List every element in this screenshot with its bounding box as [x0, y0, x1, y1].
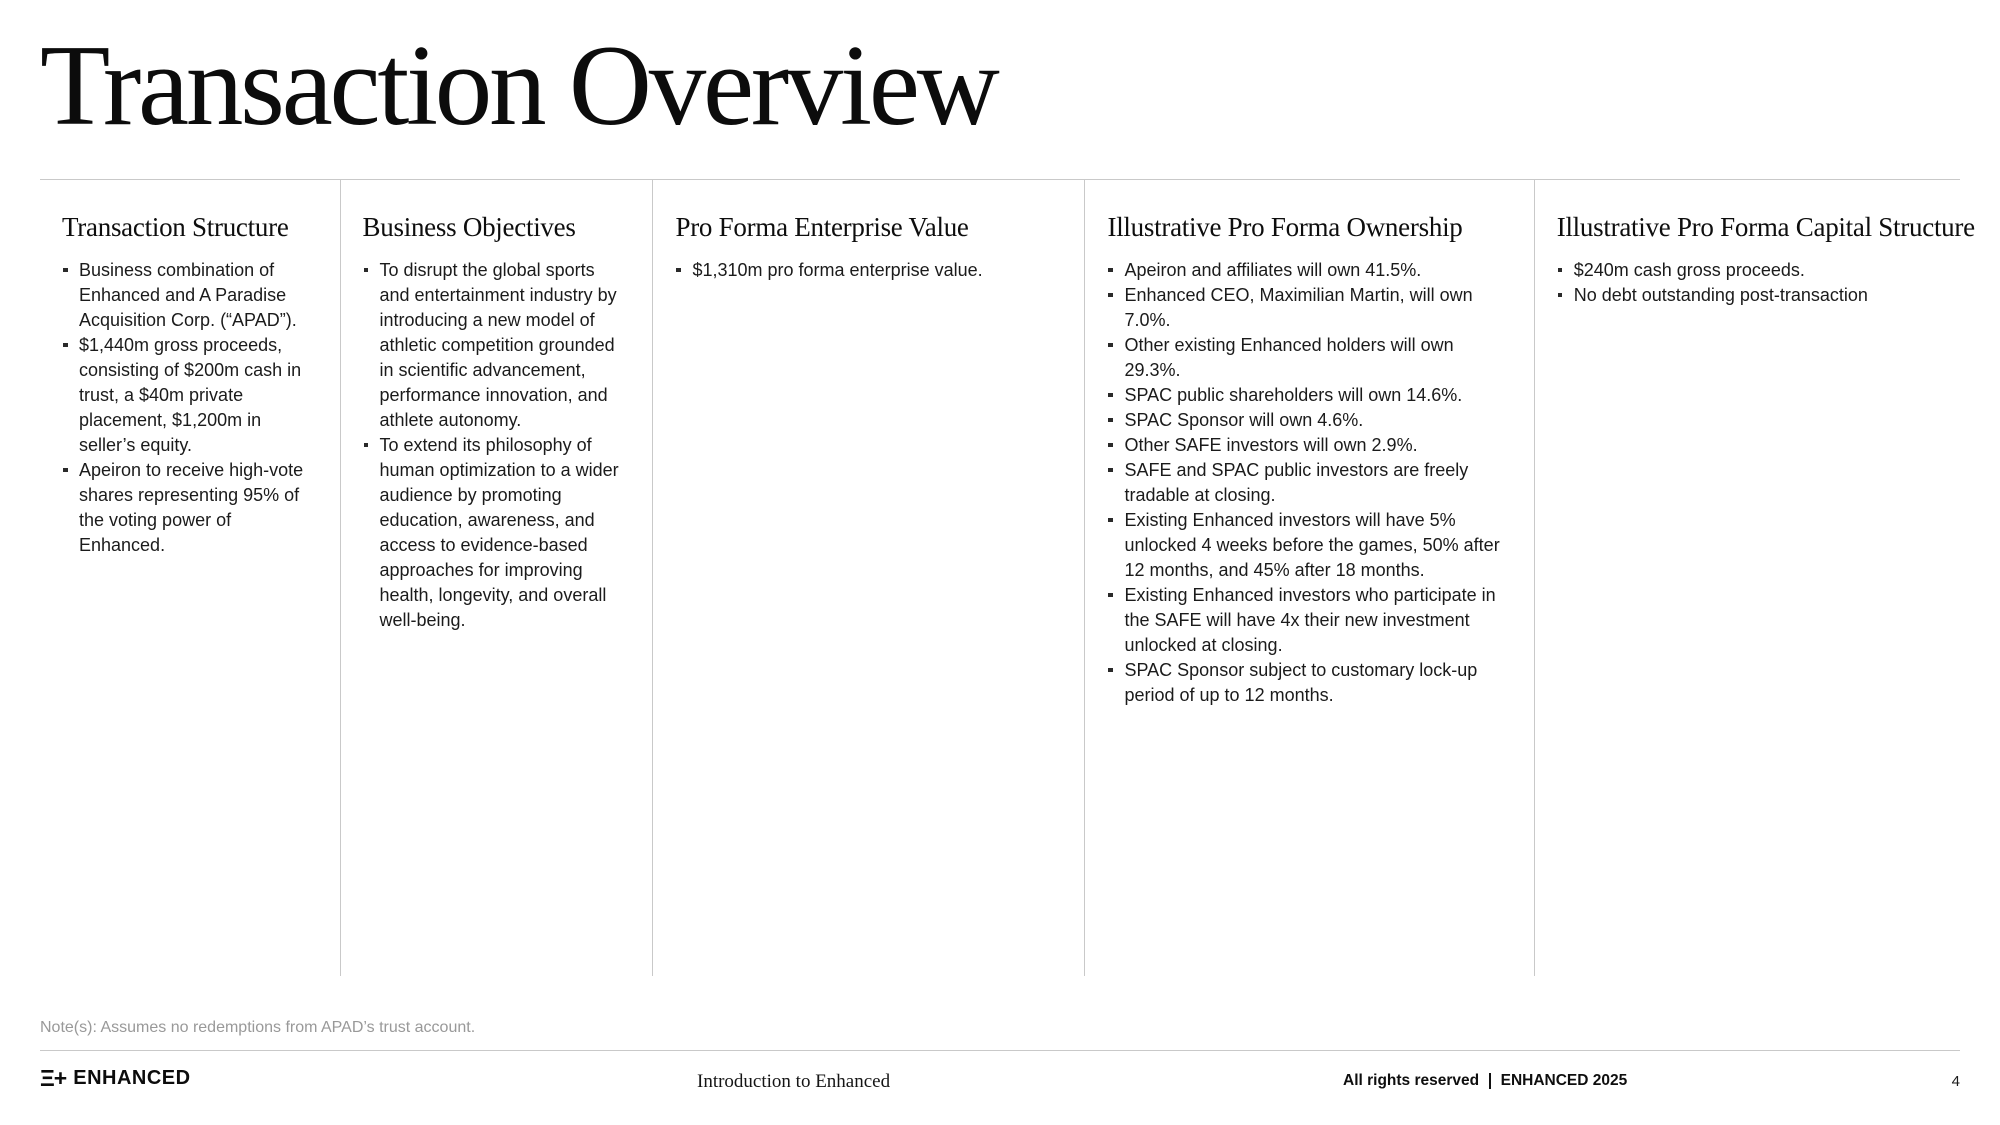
bullet-list — [1107, 258, 1507, 708]
bullet-item: Apeiron and affiliates will own 41.5%. — [1107, 258, 1507, 283]
column-transaction-structure — [40, 180, 340, 976]
rights-text: All rights reserved — [1343, 1071, 1480, 1089]
bullet-item: Business combination of Enhanced and A Paradise Acquisition Corp. (“APAD”). — [62, 258, 314, 333]
column-heading: Illustrative Pro Forma Capital Structure — [1556, 211, 1975, 242]
bullet-item: To disrupt the global sports and entertainment industry by introducing a new model of athletic competition grounded in scientific advancement, performance innovation, and athlete autonomy. — [363, 258, 627, 433]
slide-title: Transaction Overview — [40, 22, 997, 149]
column-pro-forma-enterprise-value — [652, 180, 1084, 976]
column-heading: Business Objectives — [362, 211, 576, 242]
bullet-item: SAFE and SPAC public investors are freely tradable at closing. — [1107, 458, 1507, 508]
bullet-item: Other existing Enhanced holders will own 29.3%. — [1107, 333, 1507, 383]
column-heading: Transaction Structure — [62, 211, 289, 242]
bullet-item: SPAC public shareholders will own 14.6%. — [1107, 383, 1507, 408]
bullet-item: $1,310m pro forma enterprise value. — [675, 258, 1058, 283]
footer-separator — [1489, 1073, 1491, 1089]
enhanced-logo-text: ENHANCED — [73, 1067, 191, 1090]
column-heading: Illustrative Pro Forma Ownership — [1107, 211, 1463, 242]
column-pro-forma-ownership — [1084, 180, 1533, 976]
columns-area — [40, 179, 1975, 976]
bullet-item: Other SAFE investors will own 2.9%. — [1107, 433, 1507, 458]
bullet-item: To extend its philosophy of human optimization to a wider audience by promoting education, awareness, and access to evidence-based approaches for improving health, longevity, and overall well-being. — [363, 433, 627, 633]
bullet-item: No debt outstanding post-transaction — [1557, 283, 1975, 308]
page-number: 4 — [1951, 1072, 1960, 1090]
enhanced-logo-mark-icon: Ξ+ — [40, 1064, 67, 1091]
bullet-item: $240m cash gross proceeds. — [1557, 258, 1975, 283]
bullet-list — [62, 258, 314, 558]
bullet-list — [675, 258, 1058, 283]
bullet-list — [1557, 258, 1975, 308]
enhanced-logo — [40, 1064, 191, 1091]
footer — [40, 1051, 1960, 1111]
footer-rights — [1343, 1072, 1627, 1090]
bullet-item: Existing Enhanced investors will have 5% unlocked 4 weeks before the games, 50% after 12 months, and 45% after 18 months. — [1107, 508, 1507, 583]
bullet-item: Existing Enhanced investors who participate in the SAFE will have 4x their new investment unlocked at closing. — [1107, 583, 1507, 658]
bullet-item: Apeiron to receive high-vote shares representing 95% of the voting power of Enhanced. — [62, 458, 314, 558]
footer-deck-title: Introduction to Enhanced — [697, 1070, 891, 1092]
bullet-item: Enhanced CEO, Maximilian Martin, will own 7.0%. — [1107, 283, 1507, 333]
bullet-item: SPAC Sponsor will own 4.6%. — [1107, 408, 1507, 433]
brand-year: ENHANCED 2025 — [1500, 1071, 1628, 1089]
column-pro-forma-capital-structure — [1534, 180, 2000, 976]
bullet-list — [363, 258, 627, 633]
bullet-item: SPAC Sponsor subject to customary lock-up period of up to 12 months. — [1107, 658, 1507, 708]
column-heading: Pro Forma Enterprise Value — [675, 211, 969, 242]
column-business-objectives — [340, 180, 653, 976]
footnote: Note(s): Assumes no redemptions from APAD’s trust account. — [40, 1018, 476, 1036]
bullet-item: $1,440m gross proceeds, consisting of $200m cash in trust, a $40m private placement, $1,200m in seller’s equity. — [62, 333, 314, 458]
